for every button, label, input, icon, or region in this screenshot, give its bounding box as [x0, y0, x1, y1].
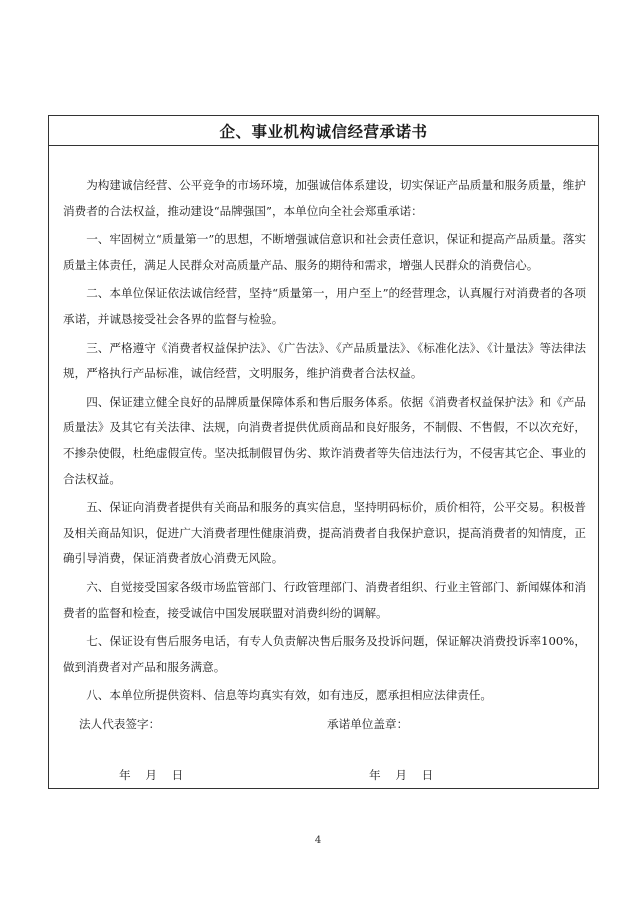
commitment-body — [63, 173, 586, 712]
commitment-item-8: 八、本单位所提供资料、信息等均真实有效，如有违反，愿承担相应法律责任。 — [86, 688, 492, 703]
commitment-item-4: 四、保证建立健全良好的品牌质量保障体系和售后服务体系。依据《消费者权益保护法》和《产品质量法》及其它有关法律、法规，向消费者提供优质商品和良好服务，不制假、不售假，不以次充好，不掺杂使假，杜绝虚假宣传。坚决抵制假冒伪劣、欺诈消费者等失信违法行为，不侵害其它企、事业的合法权益。 — [63, 394, 586, 486]
company-seal-label: 承诺单位盖章： — [327, 717, 409, 731]
commitment-item-3: 三、严格遵守《消费者权益保护法》、《广告法》、《产品质量法》、《标准化法》、《计量法》等法律法规，严格执行产品标准，诚信经营，文明服务，维护消费者合法权益。 — [63, 340, 586, 381]
intro-paragraph: 为构建诚信经营、公平竞争的市场环境，加强诚信体系建设，切实保证产品质量和服务质量，维护消费者的合法权益，推动建设“品牌强国”，本单位向全社会郑重承诺： — [63, 178, 586, 218]
commitment-item-5: 五、保证向消费者提供有关商品和服务的真实信息，坚持明码标价，质价相符，公平交易。积极普及相关商品知识，促进广大消费者理性健康消费，提高消费者自我保护意识，提高消费者的知情度，正确引导消费，保证消费者放心消费无风险。 — [63, 500, 586, 566]
legal-rep-signature-label: 法人代表签字： — [79, 717, 161, 731]
date-left: 年 月 日 — [119, 768, 184, 782]
document-title: 企、事业机构诚信经营承诺书 — [219, 122, 428, 141]
commitment-item-7: 七、保证设有售后服务电话，有专人负责解决售后服务及投诉问题，保证解决消费投诉率100%，做到消费者对产品和服务满意。 — [63, 634, 586, 674]
signature-row — [49, 716, 598, 736]
commitment-form — [48, 115, 599, 789]
commitment-item-1: 一、牢固树立“质量第一”的思想，不断增强诚信意识和社会责任意识，保证和提高产品质量。落实质量主体责任，满足人民群众对高质量产品、服务的期待和需求，增强人民群众的消费信心。 — [63, 232, 586, 272]
commitment-item-6: 六、自觉接受国家各级市场监管部门、行政管理部门、消费者组织、行业主管部门、新闻媒体和消费者的监督和检查，接受诚信中国发展联盟对消费纠纷的调解。 — [63, 579, 586, 620]
commitment-item-2: 二、本单位保证依法诚信经营，坚持“质量第一，用户至上”的经营理念，认真履行对消费者的各项承诺，并诚恳接受社会各界的监督与检验。 — [63, 286, 586, 326]
date-right: 年 月 日 — [369, 768, 434, 782]
title-row — [49, 116, 598, 146]
page-number: 4 — [314, 835, 322, 846]
date-row — [49, 767, 598, 787]
